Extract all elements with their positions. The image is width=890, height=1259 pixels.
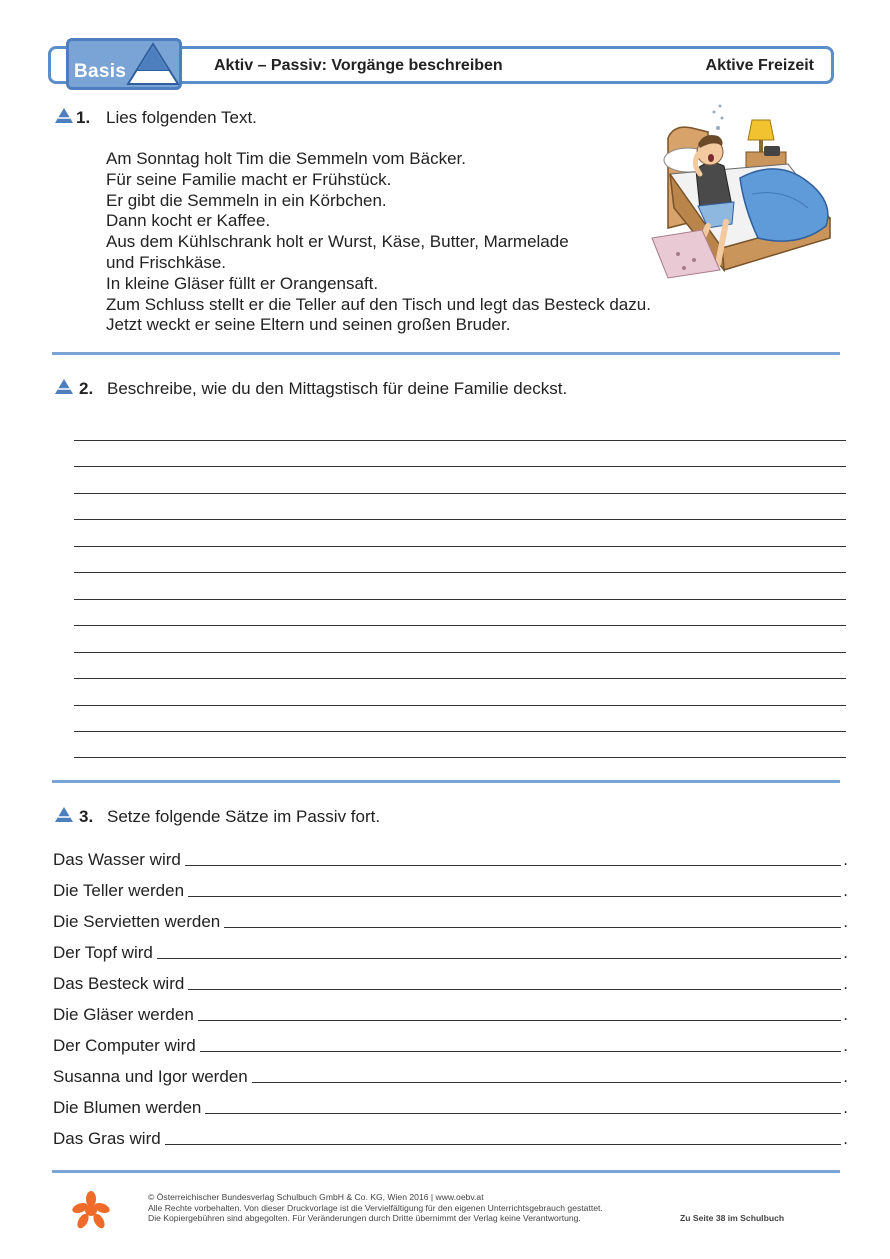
sentence-start: Das Wasser wird xyxy=(53,850,181,869)
story-text xyxy=(106,149,651,336)
sentence-row xyxy=(53,908,848,932)
copyright-notice xyxy=(148,1192,603,1224)
yawning-boy-illustration xyxy=(648,98,838,290)
task-2-header xyxy=(79,379,567,399)
sentence-row xyxy=(53,1125,848,1149)
sentence-start: Die Gläser werden xyxy=(53,1005,194,1024)
writing-line[interactable] xyxy=(74,757,846,758)
sentence-row xyxy=(53,846,848,870)
answer-blank[interactable] xyxy=(188,895,841,897)
answer-blank[interactable] xyxy=(224,926,841,928)
section-divider xyxy=(52,352,840,355)
sentence-end: . xyxy=(843,1129,848,1148)
sentence-end: . xyxy=(843,1005,848,1024)
sentence-start: Der Computer wird xyxy=(53,1036,196,1055)
textbook-reference: Zu Seite 38 im Schulbuch xyxy=(680,1213,785,1223)
answer-blank[interactable] xyxy=(165,1143,842,1145)
writing-line[interactable] xyxy=(74,572,846,573)
story-line: Dann kocht er Kaffee. xyxy=(106,211,271,231)
sentence-start: Die Teller werden xyxy=(53,881,185,900)
sentence-row xyxy=(53,877,848,901)
pyramid-logo-icon xyxy=(126,42,180,86)
writing-line[interactable] xyxy=(74,493,846,494)
sentence-end: . xyxy=(843,943,848,962)
story-line: Aus dem Kühlschrank holt er Wurst, Käse, Butter, Marmelade xyxy=(106,232,569,252)
task-1-instruction: Lies folgenden Text. xyxy=(106,108,257,127)
sentence-end: . xyxy=(843,974,848,993)
level-pyramid-icon xyxy=(54,107,74,124)
task-3-header xyxy=(79,807,380,827)
sentence-row xyxy=(53,939,848,963)
level-pyramid-icon xyxy=(54,806,74,823)
answer-blank[interactable] xyxy=(185,864,841,866)
section-divider xyxy=(52,780,840,783)
answer-blank[interactable] xyxy=(200,1050,842,1052)
writing-line[interactable] xyxy=(74,731,846,732)
sentence-end: . xyxy=(843,1067,848,1086)
sentence-row xyxy=(53,970,848,994)
task-3-number: 3. xyxy=(79,807,94,826)
writing-line[interactable] xyxy=(74,599,846,600)
sentence-row xyxy=(53,1094,848,1118)
sentence-row xyxy=(53,1001,848,1025)
task-1-header xyxy=(76,108,257,128)
sentence-end: . xyxy=(843,912,848,931)
task-2-number: 2. xyxy=(79,379,94,398)
writing-line[interactable] xyxy=(74,625,846,626)
answer-blank[interactable] xyxy=(252,1081,842,1083)
sentence-start: Das Besteck wird xyxy=(53,974,185,993)
writing-line[interactable] xyxy=(74,652,846,653)
sentence-row xyxy=(53,1063,848,1087)
story-line: und Frischkäse. xyxy=(106,252,226,272)
sentence-start: Das Gras wird xyxy=(53,1129,161,1148)
task-2-instruction: Beschreibe, wie du den Mittagstisch für deine Familie deckst. xyxy=(107,379,568,398)
story-line: Er gibt die Semmeln in ein Körbchen. xyxy=(106,190,387,210)
copyright-line: © Österreichischer Bundesverlag Schulbuch GmbH & Co. KG, Wien 2016 | www.oebv.at xyxy=(148,1192,484,1202)
section-title: Aktive Freizeit xyxy=(705,57,814,74)
writing-line[interactable] xyxy=(74,678,846,679)
page-title: Aktiv – Passiv: Vorgänge beschreiben xyxy=(214,57,503,74)
level-pyramid-icon xyxy=(54,378,74,395)
copyright-line: Alle Rechte vorbehalten. Von dieser Druckvorlage ist die Vervielfältigung für den eigenen Unterrichtsgebrauch gestattet. xyxy=(148,1202,603,1213)
writing-line[interactable] xyxy=(74,440,846,441)
story-line: Jetzt weckt er seine Eltern und seinen großen Bruder. xyxy=(106,315,511,335)
story-line: Am Sonntag holt Tim die Semmeln vom Bäcker. xyxy=(106,149,466,168)
story-line: Zum Schluss stellt er die Teller auf den Tisch und legt das Besteck dazu. xyxy=(106,294,651,314)
sentence-row xyxy=(53,1032,848,1056)
publisher-logo-icon xyxy=(72,1190,110,1230)
story-line: In kleine Gläser füllt er Orangensaft. xyxy=(106,273,379,293)
answer-blank[interactable] xyxy=(198,1019,841,1021)
writing-line[interactable] xyxy=(74,705,846,706)
sentence-start: Der Topf wird xyxy=(53,943,153,962)
badge-label: Basis xyxy=(74,61,127,82)
copyright-line: Die Kopiergebühren sind abgegolten. Für Veränderungen durch Dritte übernimmt der Verlag keine Verantwortung. xyxy=(148,1213,581,1223)
section-divider xyxy=(52,1170,840,1173)
task-1-number: 1. xyxy=(76,108,91,127)
sentence-start: Die Servietten werden xyxy=(53,912,221,931)
sentence-end: . xyxy=(843,881,848,900)
writing-line[interactable] xyxy=(74,466,846,467)
writing-line[interactable] xyxy=(74,546,846,547)
writing-line[interactable] xyxy=(74,519,846,520)
sentence-start: Die Blumen werden xyxy=(53,1098,202,1117)
task-3-instruction: Setze folgende Sätze im Passiv fort. xyxy=(107,807,381,826)
answer-blank[interactable] xyxy=(157,957,841,959)
sentence-end: . xyxy=(843,1098,848,1117)
story-line: Für seine Familie macht er Frühstück. xyxy=(106,169,392,189)
sentence-start: Susanna und Igor werden xyxy=(53,1067,248,1086)
sentence-end: . xyxy=(843,1036,848,1055)
answer-blank[interactable] xyxy=(188,988,841,990)
sentence-end: . xyxy=(843,850,848,869)
answer-blank[interactable] xyxy=(205,1112,841,1114)
